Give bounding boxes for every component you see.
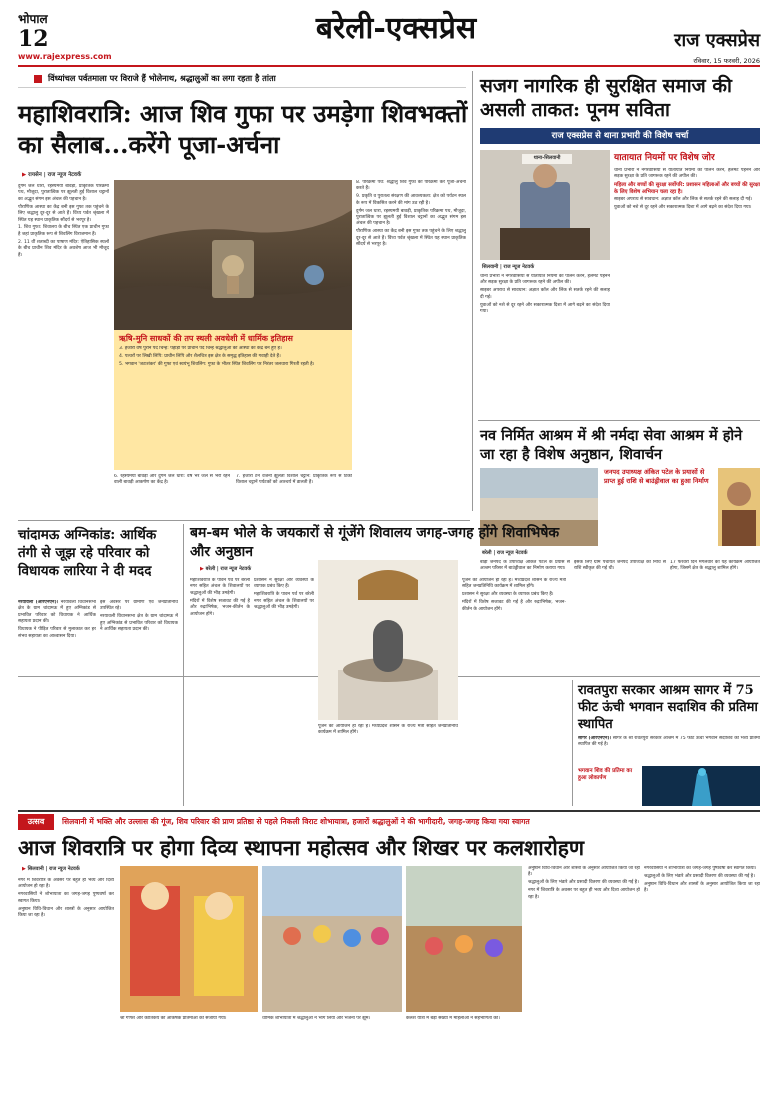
highlight-body: [119, 346, 347, 456]
top-kicker: विंध्यांचल पर्वतमाला पर विराजे हैं भोलेनाथ, श्रद्धालुओं का लगा रहता है तांता: [48, 73, 276, 83]
pratima-highlight: भगवान शिव की प्रतिमा का हुआ लोकार्पण: [578, 768, 633, 781]
brand-logo: राज एक्सप्रेस: [674, 30, 760, 51]
shoulders: [722, 510, 756, 546]
portrait-photo: [718, 468, 760, 546]
person: [425, 937, 443, 955]
lead-col-4: [356, 180, 466, 508]
sky: [262, 866, 402, 916]
shivling-photo: [318, 560, 458, 720]
jaikare-para: प्रशासन ने सुरक्षा और व्यवस्था के व्यापक प्रबंध किए हैं।: [462, 592, 554, 598]
lead-col-3: [236, 474, 352, 508]
lead-col-2: [114, 474, 230, 508]
fire-para: इस अवसर पर ग्रामीण एवं जनप्रतिनिधि उपस्थित रहे।: [100, 600, 178, 612]
idol-right-head: [205, 892, 233, 920]
pratima-lead: [578, 736, 760, 766]
bottom-col-1: [18, 878, 114, 1100]
person: [283, 927, 301, 945]
lead-para: दुर्गम जल धारा, रहस्यमयी बावड़ी, प्राकृतिक परिक्रमा पथ, मौजूदा, पुरातात्विक पर झूलती हुई विशाल चट्टानों का अद्भुत संगम इस अंचल की पहचान है।: [356, 208, 466, 227]
jaikare-para: पूजन का आयोजन हो रहा है। मध्यप्रदेश शासन के राज्य मंत्री सहित जनप्रतिनिधि कार्यक्रम में शामिल होंगे।: [462, 578, 566, 590]
highlight-para: 5. भगवान 'जटाशंकर' की गुफा एवं स्वयंभू शिवलिंग: गुफा के भीतर स्थित शिवलिंग पर निरंतर जलधारा गिरती रहती है।: [119, 361, 315, 367]
caption-3: [406, 1016, 522, 1100]
photo-caption: कलश यात्रा में बड़ी संख्या में महिलाओं ने सहभागिता की।: [406, 1016, 500, 1021]
lead-col-1: [18, 184, 109, 506]
right-top-byline: सिलवानी | राज न्यूज नेटवर्क: [482, 264, 535, 270]
lead-photo: [114, 180, 352, 330]
right-top-para: युवाओं को नशे से दूर रहने और सकारात्मक दिशा में आगे बढ़ने का संदेश दिया गया।: [614, 204, 752, 210]
fire-col-1: [18, 600, 96, 804]
fire-para: नरयावली विधानसभा क्षेत्र के ग्राम चांदामऊ में हुए अग्निकांड से प्रभावित परिवार को विधायक ने आर्थिक सहायता प्रदान की।: [18, 600, 96, 625]
jaikare-para: महाशिवरात्रि के पावन पर्व पर बरेली नगर सहित अंचल के शिवालयों पर श्रद्धालुओं की भीड़ उमड़ेगी।: [254, 592, 314, 611]
bottom-byline-text: सिलवानी | राज न्यूज नेटवर्क: [27, 866, 80, 872]
shivling: [373, 620, 403, 672]
lead-para: 6. रहस्यमयी बावड़ी और दुर्गम जल धारा: वर्ष भर जल से भरी रहने वाली बावड़ी आकर्षण का केंद्र है।: [114, 474, 230, 486]
shiva-idol-head: [222, 255, 244, 277]
fire-para: नरयावली विधानसभा क्षेत्र के ग्राम चांदामऊ में हुए अग्निकांड से प्रभावित परिवार को विधायक ने आर्थिक सहायता प्रदान की।: [100, 614, 178, 633]
side-title: यातायात नियमों पर विशेष जोर: [614, 153, 715, 163]
bottom-para: श्रद्धालुओं के लिए भंडारे और प्रसादी वितरण की व्यवस्था की गई है।: [528, 880, 639, 886]
bottom-para: नगरवासियों ने शोभायात्रा का जगह-जगह पुष्पवर्षा कर स्वागत किया।: [18, 892, 114, 904]
fire-headline: चांदामऊ अग्निकांड: आर्थिक तंगी से जूझ रहे परिवार को विधायक लारिया ने दी मदद: [18, 527, 157, 579]
fire-dateline: नरयावली (आरएनएन)।: [18, 600, 59, 605]
lead-byline-text: रायसेन | राज न्यूज नेटवर्क: [28, 172, 82, 178]
bottom-para: नगर में शिवरात्रि के अवसर पर बहुत ही भव्य और दिव्य आयोजन हो रहा है।: [528, 888, 640, 900]
jaikare-para: पूजन का आयोजन हो रहा है। मध्यप्रदेश शासन के राज्य मंत्री सहित जनप्रतिनिधि कार्यक्रम में शामिल होंगे।: [318, 724, 458, 736]
police-station-photo: [480, 150, 610, 260]
highlight-title: ऋषि-मुनि साधकों की तप स्थली अवधेशी में धार्मिक इतिहास: [119, 334, 293, 343]
ashram-para: बाड़ी जनपद के उपाध्यक्ष अंकित पटेल के प्रयास से आश्रम परिसर में बाउंड्रीवाल का निर्माण कराया गया।: [480, 560, 570, 572]
shiva-idol-body: [227, 276, 239, 294]
bottom-para: अनुष्ठान विधि-विधान और शास्त्रों के अनुसार आयोजित किया जा रहा है।: [528, 866, 640, 878]
trishul-ornament: [304, 265, 324, 285]
bottom-byline: ▶ सिलवानी | राज न्यूज नेटवर्क: [22, 866, 80, 872]
person: [485, 939, 503, 957]
section-rule: [478, 420, 760, 421]
highlight-para: 4. पत्थरों पर लिखी लिपि: प्राचीन लिपि और शैलचित्र इस क्षेत्र के समृद्ध इतिहास की गवाही देते हैं।: [119, 353, 281, 359]
issue-date: रविवार, 15 फरवरी, 2026: [693, 57, 760, 65]
lead-para: पौराणिक आस्था का केंद्र बनी इस गुफा तक पहुंचने के लिए श्रद्धालु दूर-दूर से आते हैं। विंध्य पर्वत श्रृंखला में स्थित यह स्थान प्राकृतिक सौंदर्य से भरपूर है।: [18, 204, 109, 223]
right-top-para: साइबर अपराध से सावधान: अज्ञात कॉल और लिंक से सतर्क रहने की सलाह दी गई।: [614, 196, 753, 202]
column-divider: [183, 524, 184, 806]
sky: [480, 468, 598, 502]
sky: [406, 866, 522, 926]
festival-tag: उत्सव: [18, 814, 54, 830]
photo-caption: धार्मिक शोभायात्रा में श्रद्धालुओं ने भाग लिया और भजनों पर झूमे।: [262, 1016, 371, 1021]
bottom-para: श्रद्धालुओं के लिए भंडारे और प्रसादी वितरण की व्यवस्था की गई है।: [644, 873, 755, 879]
lead-headline: महाशिवरात्रि: आज शिव गुफा पर उमड़ेगा शिवभक्तों का सैलाब...करेंगे पूजा-अर्चना: [18, 99, 468, 159]
lead-para: 9. प्रकृति व पुरातत्व संरक्षण की आवश्यकता: क्षेत्र को पर्यटन स्थल के रूप में विकसित करने की मांग उठ रही है।: [356, 194, 466, 206]
lead-para: 7. हजारों टन वजनी झूलती विशाल चट्टान: प्राकृतिक रूप से टिकी विशाल चट्टानें पर्यटकों को आश्चर्य में डालती हैं।: [236, 474, 352, 486]
masthead-rule: [18, 65, 760, 67]
face: [727, 482, 751, 506]
station-sign-text: थाना-सिलवानी: [533, 155, 561, 161]
jaikare-col-4: [462, 578, 566, 804]
procession-photo-2: [406, 866, 522, 1012]
ashram-col-3: [670, 560, 760, 670]
website-link[interactable]: www.rajexpress.com: [18, 52, 112, 61]
lead-para: 2. 11 वीं शताब्दी का पाषाण मंदिर: ऐतिहासिक स्थलों के बीच प्राचीन शिव मंदिर के अवशेष आज भी मौजूद हैं।: [18, 239, 109, 258]
lead-para: 8. परिक्रमा पथ: श्रद्धालु शिव गुफा की परिक्रमा कर पूजा-अर्चना करते हैं।: [356, 180, 466, 192]
page-number: 12: [18, 26, 49, 52]
right-top-para: युवाओं को नशे से दूर रहने और सकारात्मक दिशा में आगे बढ़ने का संदेश दिया गया।: [480, 302, 610, 315]
lead-highlight-box: [114, 330, 352, 470]
caption-2: [262, 1016, 402, 1100]
lead-para: 1. शिव गुफा: शिवालय के बीच स्थित एक प्राचीन गुफा है जहां प्राकृतिक रूप से शिवलिंग विराजमान हैं।: [18, 225, 109, 237]
person: [343, 929, 361, 947]
right-top-col-b: [480, 274, 610, 416]
bottom-headline: आज शिवरात्रि पर होगा दिव्य स्थापना महोत्सव और शिखर पर कलशारोहण: [18, 835, 585, 860]
bottom-para: अनुष्ठान विधि-विधान और शास्त्रों के अनुसार आयोजित किया जा रहा है।: [644, 881, 760, 894]
section-rule: [18, 520, 470, 521]
desk: [500, 228, 590, 260]
ashram-col-2: [574, 560, 666, 670]
right-top-para: थाना प्रभारी ने नगरवासियों से यातायात नियमों का पालन करने, हेलमेट पहनने और सड़क सुरक्षा के प्रति जागरूक रहने की अपील की।: [480, 274, 610, 286]
officer-head: [533, 164, 557, 188]
ashram-para: इसके लिए ग्राम पंचायत जनपद उपाध्यक्ष की निधि से राशि स्वीकृत की गई थी।: [574, 560, 666, 572]
column-divider: [572, 680, 573, 806]
pratima-para: सागर के श्री रावतपुरा सरकार आश्रम में 75 फीट ऊंची भगवान सदाशिव की भव्य प्रतिमा स्थापित की गई है।: [578, 736, 760, 748]
fire-para: विधायक ने पीड़ित परिवार से मुलाकात कर हर संभव सहायता का आश्वासन दिया।: [18, 627, 96, 639]
person: [455, 935, 473, 953]
fire-col-2: [100, 600, 178, 804]
jaikare-byline-text: बरेली | राज न्यूज नेटवर्क: [205, 566, 252, 572]
jaikare-para: प्रशासन ने सुरक्षा और व्यवस्था के व्यापक प्रबंध किए हैं।: [254, 578, 314, 590]
lead-para: पौराणिक आस्था का केंद्र बनी इस गुफा तक पहुंचने के लिए श्रद्धालु दूर-दूर से आते हैं। विंध्य पर्वत श्रृंखला में स्थित यह स्थान प्राकृतिक सौंदर्य से भरपूर है।: [356, 229, 466, 248]
jaikare-col-1: [190, 578, 250, 804]
column-divider: [472, 71, 473, 511]
ashram-red-caption: जनपद उपाध्यक्ष अंकित पटेल के प्रयासों से प्राप्त हुई राशि से बाउंड्रीवाल का हुआ निर्माण: [604, 468, 709, 485]
bottom-kicker-row: [18, 814, 760, 830]
right-top-headline: सजग नागरिक ही सुरक्षित समाज की असली ताकत: पूनम सविता: [480, 75, 732, 121]
lead-byline: ▶ रायसेन | राज न्यूज नेटवर्क: [22, 172, 82, 178]
right-top-banner: राज एक्सप्रेस से थाना प्रभारी की विशेष चर्चा: [480, 128, 760, 144]
ashram-byline: बरेली | राज न्यूज नेटवर्क: [482, 550, 528, 556]
jaikare-para: महाशिवरात्रि के पावन पर्व पर बरेली नगर सहित अंचल के शिवालयों पर श्रद्धालुओं की भीड़ उमड़ेगी।: [190, 578, 250, 596]
jaikare-headline: बम-बम भोले के जयकारों से गूंजेंगे शिवालय जगह-जगह होंगे शिवाभिषेक और अनुष्ठान: [190, 525, 560, 560]
lead-para: दुर्गम जल धारा, रहस्यमयी बावड़ी, प्राकृतिक परिक्रमा पथ, मौजूदा, पुरातात्विक पर झूलती हुई विशाल चट्टानों का अद्भुत संगम इस अंचल की पहचान है।: [18, 184, 109, 202]
idol-left-head: [141, 882, 169, 910]
cave-rock-top: [114, 180, 352, 250]
photo-caption: श्री गणेश और कार्तिकेय की आकर्षक प्रतिमाओं को सजाया गया।: [120, 1016, 227, 1021]
bottom-col-5: [528, 866, 640, 1100]
right-top-para: साइबर अपराध से सावधान: अज्ञात कॉल और लिंक से सतर्क रहने की सलाह दी गई।: [480, 288, 610, 300]
right-top-col-a: [614, 168, 760, 416]
highlight-para: 3. हजारों वर्ष पुराने पद चिन्ह: पहाड़ी पर प्राचीन पद चिन्ह श्रद्धालुओं की आस्था का केंद्र बने हुए हैं।: [119, 346, 282, 351]
jaikare-byline: ▶ बरेली | राज न्यूज नेटवर्क: [200, 566, 252, 572]
right-top-para: महिला और बच्चों की सुरक्षा सर्वोपरि: प्रशासन महिलाओं और बच्चों की सुरक्षा के लिए विशेष अभियान चला रहा है।: [614, 182, 760, 195]
statue-head: [698, 768, 706, 776]
kicker-marker: [34, 75, 42, 83]
ashram-headline: नव निर्मित आश्रम में श्री नर्मदा सेवा आश्रम में होने जा रहा है विशेष अनुष्ठान, शिवार्चन: [480, 427, 743, 463]
section-rule: [18, 810, 760, 812]
ashram-para: 17 फरवरी दिन मंगलवार को यह कार्यक्रम आयोजित होगा, जिसमें क्षेत्र के श्रद्धालु शामिल होंगे।: [670, 560, 760, 572]
caption-1: [120, 1016, 258, 1100]
edition-title: बरेली-एक्सप्रेस: [315, 11, 477, 46]
right-top-para: थाना प्रभारी ने नगरवासियों से यातायात नियमों का पालन करने, हेलमेट पहनने और सड़क सुरक्षा के प्रति जागरूक रहने की अपील की।: [614, 168, 760, 180]
top-kicker-bar: [18, 71, 466, 88]
pratima-dateline: सागर (आरएनएन)।: [578, 736, 612, 741]
bottom-para: अनुष्ठान विधि-विधान और शास्त्रों के अनुसार आयोजित किया जा रहा है।: [18, 906, 114, 919]
city-name: भोपाल: [18, 12, 48, 26]
jaikare-para: मंदिरों में विशेष सजावट की गई है और रुद्राभिषेक, भजन-कीर्तन के आयोजन होंगे।: [462, 600, 566, 612]
statue-photo: [642, 766, 760, 806]
person: [313, 925, 331, 943]
bottom-para: नगरवासियों ने शोभायात्रा का जगह-जगह पुष्पवर्षा कर स्वागत किया।: [644, 866, 757, 871]
jaikare-col-2: [254, 578, 314, 804]
person: [371, 927, 389, 945]
idols-photo: [120, 866, 258, 1012]
bottom-kicker: सिलवानी में भक्ति और उल्लास की गूंज, शिव परिवार की प्राण प्रतिष्ठा से पहले निकली विराट शोभायात्रा, हजारों श्रद्धालुओं ने की भागीदारी, जगह-जगह किया गया स्वागत: [62, 817, 530, 826]
pratima-headline: रावतपुरा सरकार आश्रम सागर में 75 फीट ऊंची भगवान सदाशिव की प्रतिमा स्थापित: [578, 683, 758, 732]
bottom-col-6: [644, 866, 760, 1100]
side-title-wrap: [614, 150, 760, 168]
jaikare-col-3: [318, 724, 458, 804]
bottom-para: नगर में शिवरात्रि के अवसर पर बहुत ही भव्य और दिव्य आयोजन हो रहा है।: [18, 878, 114, 890]
wall: [480, 498, 598, 520]
jaikare-para: मंदिरों में विशेष सजावट की गई है और रुद्राभिषेक, भजन-कीर्तन के आयोजन होंगे।: [190, 598, 250, 617]
procession-photo-1: [262, 866, 402, 1012]
